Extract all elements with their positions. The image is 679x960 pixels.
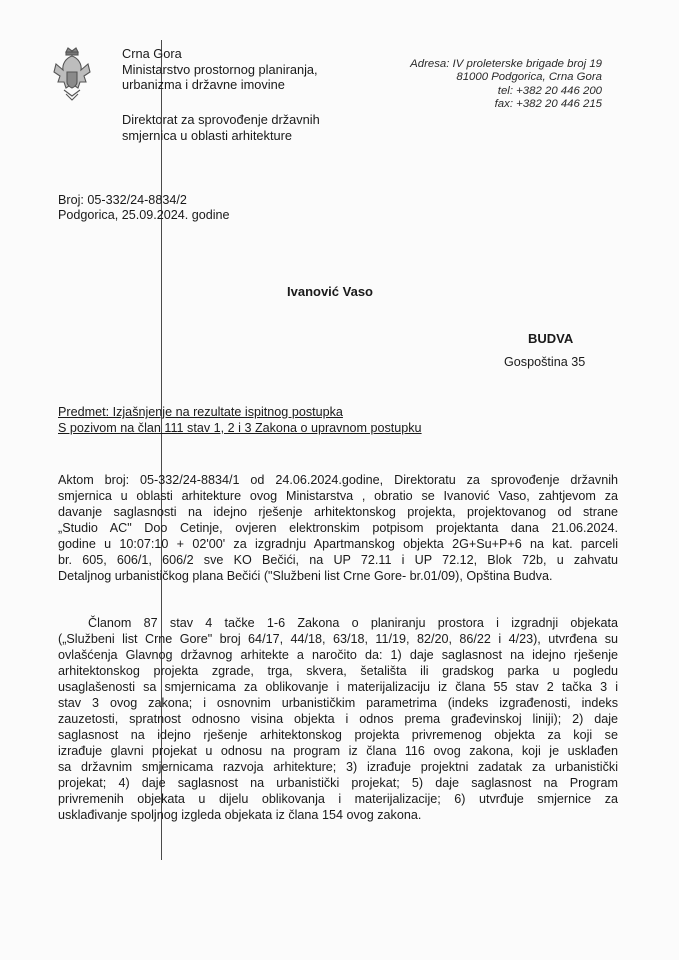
address-block [410, 58, 602, 112]
recipient-city: BUDVA [528, 331, 574, 346]
paragraph1-line: godine u 10:07:10 + 02'00' za izgradnju Apartmanskog objekta 2G+Su+P+6 na kat. parceli [58, 537, 618, 551]
address-city: 81000 Podgorica, Crna Gora [456, 71, 602, 84]
directorate-line2: smjernica u oblasti arhitekture [122, 127, 292, 143]
subject-legal-basis: S pozivom na član 111 stav 1, 2 i 3 Zakona o upravnom postupku [58, 421, 422, 435]
address-street: Adresa: IV proleterske brigade broj 19 [410, 58, 602, 70]
ministry-name-line1: Ministarstvo prostornog planiranja, [122, 61, 318, 77]
paragraph2-line: izrađuje glavni projekat u odnosu na program iz člana 116 ovog zakona, koji je usklađen [58, 744, 618, 758]
paragraph2-line: zauzetosti, spratnost odnosno visina objekta i odnos prema građevinskoj liniji); 2) daje [58, 712, 618, 726]
paragraph2-line: stav 3 ovog zakona; i osnovnim urbanističkim parametrima (indeks izgrađenosti, indeks [58, 696, 618, 710]
paragraph2-line: sa državnim smjernicama razvoja arhitekture; 3) izrađuje projektni zadatak za urbanistički [58, 760, 618, 774]
ministry-name-line2: urbanizma i državne imovine [122, 77, 285, 92]
directorate-block [122, 112, 320, 143]
address-phone: tel: +382 20 446 200 [497, 84, 602, 97]
paragraph2-line: usklađivanje spoljnog izgleda objekata iz člana 154 ovog zakona. [58, 808, 422, 822]
paragraph2-line: arhitektonskog projekta zgrade, trga, skvera, šetališta ili gradskog parka u pogledu [58, 664, 618, 678]
paragraph1-line: smjernica u oblasti arhitekture ovog Ministarstva , obratio se Ivanović Vaso, zahtjevom za [58, 489, 618, 503]
paragraph1-line: Detaljnog urbanističkog plana Bečići ("Službeni list Crne Gore- br.01/09), Opština Budva. [58, 569, 553, 583]
paragraph2-line: ovlašćenja Glavnog državnog arhitekte a naročito da: 1) daje saglasnost na idejno rješenje [58, 648, 618, 662]
paragraph2-line: Članom 87 stav 4 tačke 1-6 Zakona o planiranju prostora i izgradnji objekata [88, 616, 618, 630]
recipient-name: Ivanović Vaso [287, 284, 373, 299]
paragraph2-line: saglasnost na idejno rješenje arhitektonskog projekta privremenog objekta za koji se [58, 728, 618, 742]
paragraph2-line: privremenih objekata u dijelu oblikovanja i materijalizacije; 6) utvrđuje smjernice za [58, 792, 618, 806]
paragraph2-line: usaglašenosti sa smjernicama za oblikovanje i materijalizaciju iz člana 55 stav 2 tačka 3 i [58, 680, 618, 694]
address-fax: fax: +382 20 446 215 [494, 98, 602, 111]
paragraph1-line: Aktom broj: 05-332/24-8834/1 od 24.06.2024.godine, Direktoratu za sprovođenje državnih [58, 473, 618, 487]
paragraph1-line: „Studio AC" Doo Cetinje, ovjeren elektronskim potpisom projektanta dana 21.06.2024. [58, 521, 618, 535]
place-date: Podgorica, 25.09.2024. godine [58, 208, 230, 222]
paragraph2-line: projekat; 4) daje saglasnost na urbanistički projekat; 5) daje saglasnost na Program [58, 776, 618, 790]
paragraph1-line: br. 605, 606/1, 606/2 sve KO Bečići, na UP 72.11 i UP 72.12, Blok 72b, u zahvatu [58, 553, 618, 567]
coat-of-arms-icon [52, 46, 92, 104]
directorate-line1: Direktorat za sprovođenje državnih [122, 112, 320, 127]
reference-number: Broj: 05-332/24-8834/2 [58, 193, 187, 207]
country-name: Crna Gora [122, 46, 182, 61]
paragraph1-line: davanje saglasnosti na idejno rješenje arhitektonskog projekta, projektovanog od strane [58, 505, 618, 519]
org-block [122, 46, 318, 93]
recipient-street: Gospoština 35 [504, 355, 586, 369]
subject-line: Predmet: Izjašnjenje na rezultate ispitnog postupka [58, 405, 343, 419]
paragraph2-line: („Službeni list Crne Gore" broj 64/17, 44/18, 63/18, 11/19, 82/20, 86/22 i 4/23), utvrđena su [58, 632, 618, 646]
